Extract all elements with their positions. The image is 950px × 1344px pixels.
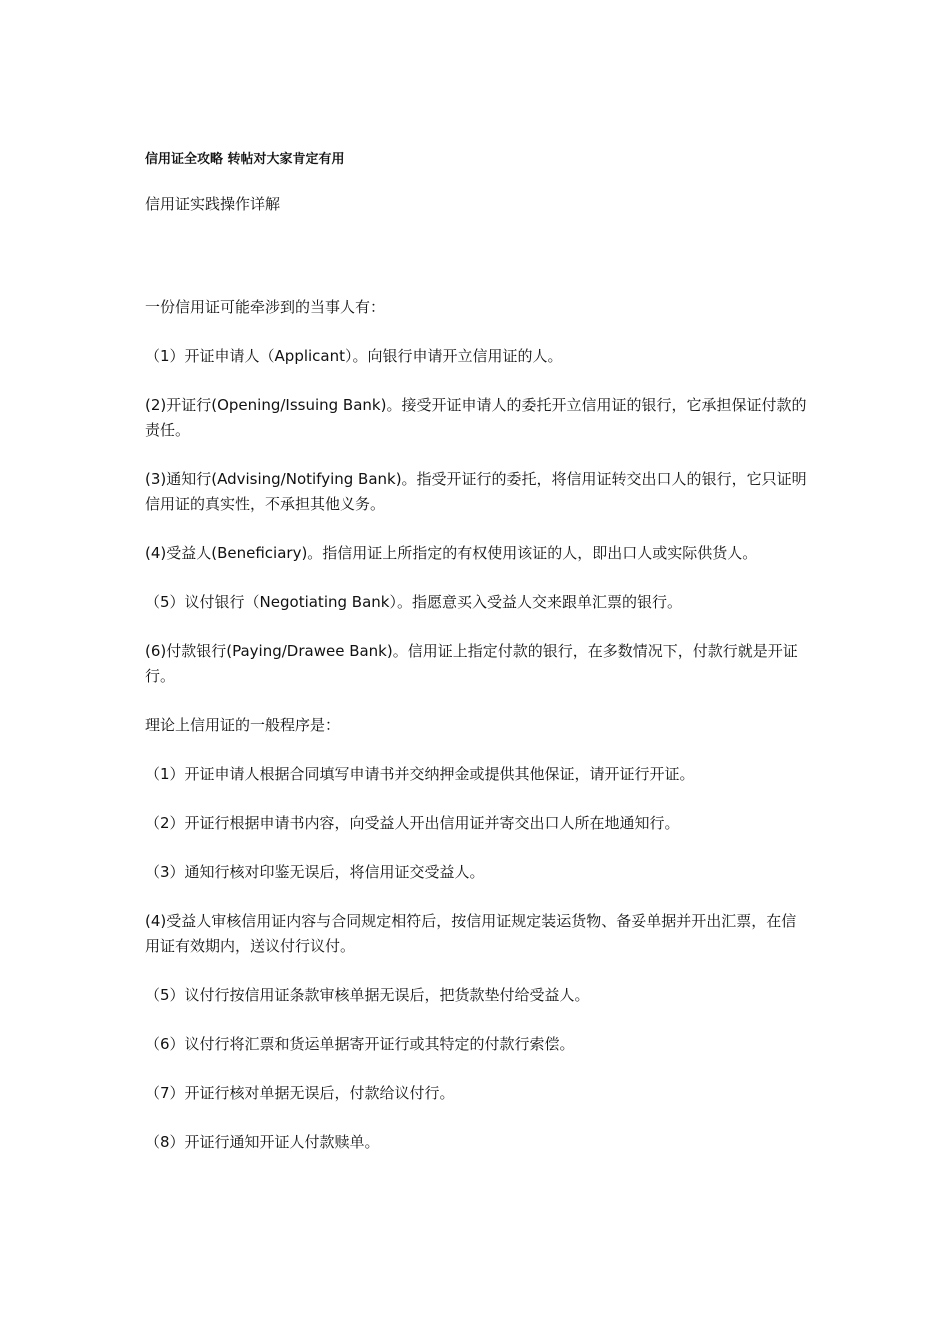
procedure-step-4: (4)受益人审核信用证内容与合同规定相符后，按信用证规定装运货物、备妥单据并开出汇票，在信用证有效期内，送议付行议付。 [145,912,797,955]
procedure-step-3: （3）通知行核对印鉴无误后，将信用证交受益人。 [145,863,485,881]
procedure-step-6: （6）议付行将汇票和货运单据寄开证行或其特定的付款行索偿。 [145,1035,575,1053]
procedure-step-1: （1）开证申请人根据合同填写申请书并交纳押金或提供其他保证，请开证行开证。 [145,765,695,783]
party-item-advising-bank: (3)通知行(Advising/Notifying Bank)。指受开证行的委托，将信用证转交出口人的银行，它只证明信用证的真实性，不承担其他义务。 [145,470,807,513]
procedure-step-5: （5）议付行按信用证条款审核单据无误后，把货款垫付给受益人。 [145,986,590,1004]
party-item-issuing-bank: (2)开证行(Opening/Issuing Bank)。接受开证申请人的委托开立信用证的银行，它承担保证付款的责任。 [145,396,807,439]
parties-intro: 一份信用证可能牵涉到的当事人有： [145,298,386,316]
party-item-applicant: （1）开证申请人（Applicant）。向银行申请开立信用证的人。 [145,347,563,365]
document-title: 信用证全攻略 转帖对大家肯定有用 [145,152,345,167]
party-item-beneficiary: (4)受益人(Beneficiary)。指信用证上所指定的有权使用该证的人，即出口人或实际供货人。 [145,544,758,562]
procedure-step-8: （8）开证行通知开证人付款赎单。 [145,1133,380,1151]
document-body [145,150,810,1155]
procedure-intro: 理论上信用证的一般程序是： [145,716,341,734]
document-subtitle: 信用证实践操作详解 [145,195,281,213]
party-item-negotiating-bank: （5）议付银行（Negotiating Bank）。指愿意买入受益人交来跟单汇票的银行。 [145,593,682,611]
procedure-step-7: （7）开证行核对单据无误后，付款给议付行。 [145,1084,455,1102]
party-item-paying-bank: (6)付款银行(Paying/Drawee Bank)。信用证上指定付款的银行，在多数情况下，付款行就是开证行。 [145,642,798,685]
procedure-step-2: （2）开证行根据申请书内容，向受益人开出信用证并寄交出口人所在地通知行。 [145,814,680,832]
